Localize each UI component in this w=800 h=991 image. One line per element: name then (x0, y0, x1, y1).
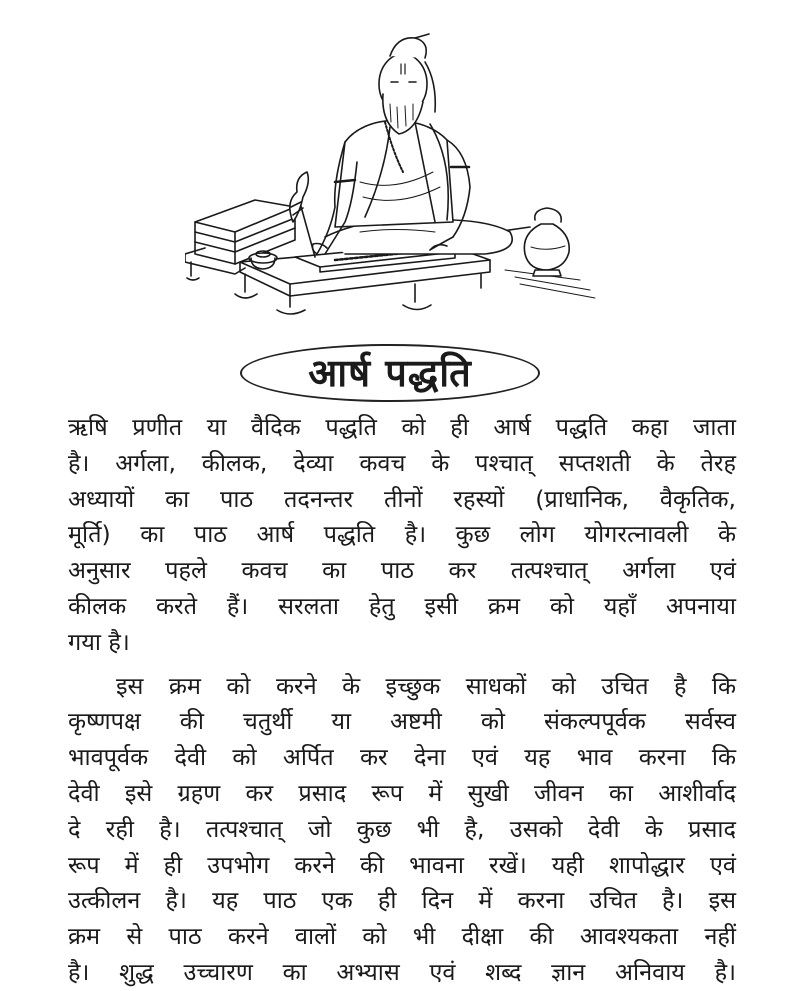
text-line: कृष्णपक्ष की चतुर्थी या अष्टमी को संकल्पपूर्वक सर्वस्व (68, 707, 736, 736)
text-line: ऋषि प्रणीत या वैदिक पद्धति को ही आर्ष पद्धति कहा जाता (68, 413, 736, 441)
title-badge (240, 344, 540, 402)
body-text (68, 410, 736, 991)
text-line: है। अर्गला, कीलक, देव्या कवच के पश्चात् सप्तशती के तेरह (68, 448, 736, 477)
page-title: आर्ष पद्धति (308, 351, 472, 395)
text-line: रूप में ही उपभोग करने की भावना रखें। यही शापोद्धार एवं (68, 850, 736, 879)
text-line: गया है। (68, 627, 130, 656)
sage-figure-icon (313, 34, 513, 254)
text-line: अनुसार पहले कवच का पाठ कर तत्पश्चात् अर्गला एवं (68, 556, 736, 585)
text-line: मूर्ति) का पाठ आर्ष पद्धति है। कुछ लोग योगरत्नावली के (68, 520, 736, 549)
text-line: कीलक करते हैं। सरलता हेतु इसी क्रम को यहाँ अपनाया (68, 591, 736, 620)
text-line: दे रही है। तत्पश्चात् जो कुछ भी है, उसको देवी के प्रसाद (68, 814, 736, 843)
text-line: भावपूर्वक देवी को अर्पित कर देना एवं यह भाव करना कि (68, 743, 736, 772)
text-line: अध्यायों का पाठ तदनन्तर तीनों रहस्यों (प्राधानिक, वैकृतिक, (68, 484, 736, 513)
quill-icon (290, 172, 315, 257)
text-line: क्रम से पाठ करने वालों को भी दीक्षा की आवश्यकता नहीं (68, 922, 736, 951)
text-line: उत्कीलन है। यह पाठ एक ही दिन में करना उचित है। इस (68, 886, 736, 915)
paragraph-2 (68, 669, 736, 991)
text-line: देवी इसे ग्रहण कर प्रसाद रूप में सुखी जीवन का आशीर्वाद (68, 778, 736, 807)
paragraph-1 (68, 410, 736, 661)
text-line: इस क्रम को करने के इच्छुक साधकों को उचित है कि (116, 671, 736, 700)
text-line: है। शुद्ध उच्चारण का अभ्यास एवं शब्द ज्ञान अनिवाय है। (68, 957, 736, 986)
sage-illustration (185, 22, 605, 327)
